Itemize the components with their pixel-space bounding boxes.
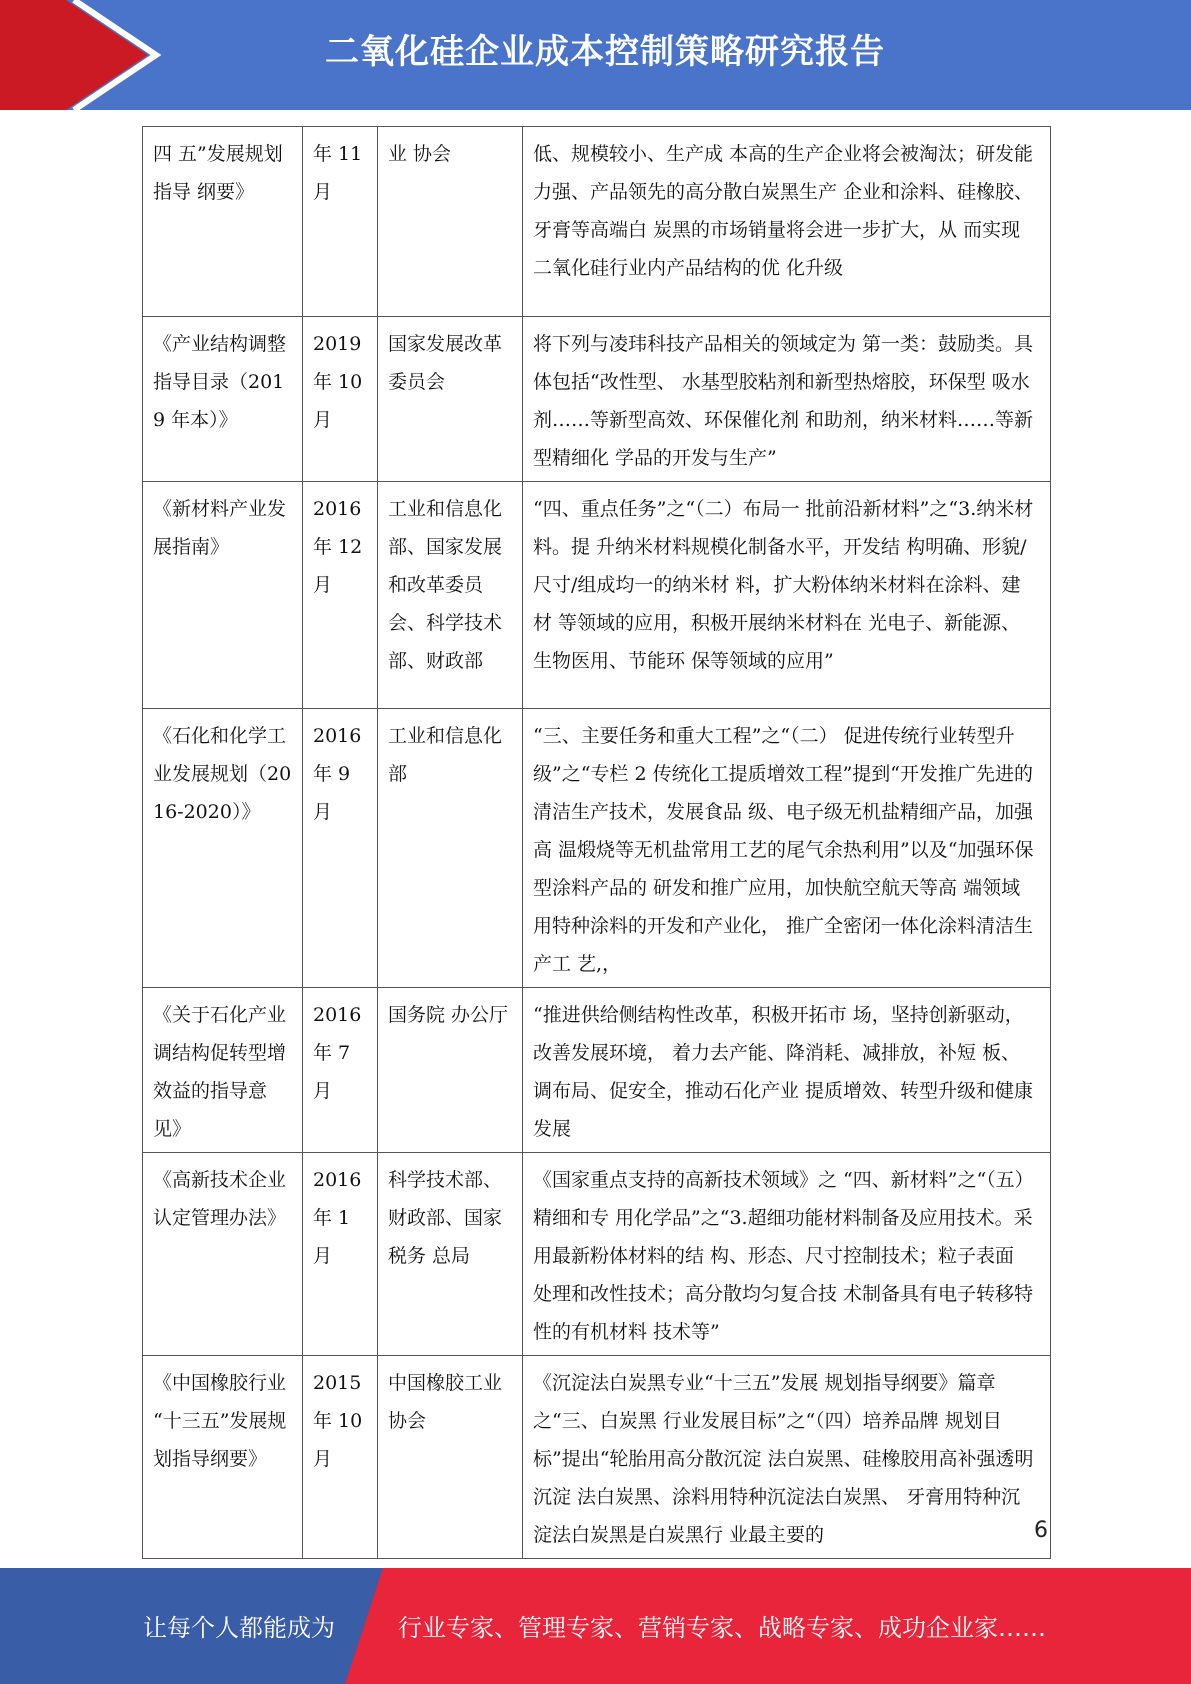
- policy-date-cell: 2016 年 12 月: [303, 482, 378, 709]
- policy-name-cell: 《高新技术企业 认定管理办法》: [143, 1153, 303, 1356]
- policy-name-cell: 《新材料产业发 展指南》: [143, 482, 303, 709]
- policy-issuer-cell: 科学技术部、 财政部、国家 税务 总局: [378, 1153, 523, 1356]
- policy-name-cell: 《中国橡胶行业 “十三五”发展规划指导纲要》: [143, 1356, 303, 1559]
- table-row: [143, 1153, 1051, 1356]
- policy-content-cell: 《沉淀法白炭黑专业“十三五”发展 规划指导纲要》篇章之“三、白炭黑 行业发展目标”之“（四）培养品牌 规划目标”提出“轮胎用高分散沉淀 法白炭黑、硅橡胶用高补强透明沉淀 法白炭黑、涂料用特种沉淀法白炭黑、 牙膏用特种沉淀法白炭黑是白炭黑行 业最主要的: [523, 1356, 1051, 1559]
- policy-name-cell: 《石化和化学工 业发展规划（2016-2020）》: [143, 709, 303, 988]
- policy-issuer-cell: 工业和信息化 部、国家发展 和改革委员 会、科学技术 部、财政部: [378, 482, 523, 709]
- policy-content-cell: “推进供给侧结构性改革，积极开拓市 场，坚持创新驱动，改善发展环境， 着力去产能、降消耗、减排放，补短 板、调布局、促安全，推动石化产业 提质增效、转型升级和健康发展: [523, 988, 1051, 1153]
- policy-name-cell: 《关于石化产业 调结构促转型增 效益的指导意见》: [143, 988, 303, 1153]
- footer-slogan-left: 让每个人都能成为: [143, 1614, 335, 1642]
- table-row: [143, 127, 1051, 317]
- policy-date-cell: 2016 年 7 月: [303, 988, 378, 1153]
- table-row: [143, 482, 1051, 709]
- policy-content-cell: “三、主要任务和重大工程”之“（二） 促进传统行业转型升级”之“专栏 2 传统化工提质增效工程”提到“开发推广先进的清洁生产技术，发展食品 级、电子级无机盐精细产品，加强高 温煅烧等无机盐常用工艺的尾气余热利用”以及“加强环保型涂料产品的 研发和推广应用，加快航空航天等高 端领域用特种涂料的开发和产业化， 推广全密闭一体化涂料清洁生产工 艺,，: [523, 709, 1051, 988]
- policy-content-cell: 《国家重点支持的高新技术领域》之 “四、新材料”之“（五）精细和专 用化学品”之“3.超细功能材料制备及应用技术。采用最新粉体材料的结 构、形态、尺寸控制技术；粒子表面 处理和改性技术；高分散均匀复合技 术制备具有电子转移特性的有机材料 技术等”: [523, 1153, 1051, 1356]
- policy-date-cell: 2016 年 9 月: [303, 709, 378, 988]
- policy-issuer-cell: 国务院 办公厅: [378, 988, 523, 1153]
- policy-name-cell: 四 五”发展规划指导 纲要》: [143, 127, 303, 317]
- page-number: 6: [1034, 1518, 1048, 1543]
- policy-date-cell: 2019 年 10 月: [303, 317, 378, 482]
- table-row: [143, 317, 1051, 482]
- policy-issuer-cell: 业 协会: [378, 127, 523, 317]
- policy-table: [142, 126, 1051, 1559]
- policy-date-cell: 2015 年 10 月: [303, 1356, 378, 1559]
- policy-issuer-cell: 国家发展改革 委员会: [378, 317, 523, 482]
- policy-name-cell: 《产业结构调整 指导目录（2019 年本）》: [143, 317, 303, 482]
- policy-content-cell: 低、规模较小、生产成 本高的生产企业将会被淘汰；研发能 力强、产品领先的高分散白炭黑生产 企业和涂料、硅橡胶、牙膏等高端白 炭黑的市场销量将会进一步扩大，从 而实现二氧化硅行业内产品结构的优 化升级: [523, 127, 1051, 317]
- policy-issuer-cell: 中国橡胶工业 协会: [378, 1356, 523, 1559]
- header-banner: [0, 0, 1191, 110]
- table-row: [143, 1356, 1051, 1559]
- policy-content-cell: 将下列与凌玮科技产品相关的领域定为 第一类：鼓励类。具体包括“改性型、 水基型胶粘剂和新型热熔胶，环保型 吸水剂……等新型高效、环保催化剂 和助剂，纳米材料……等新型精细化 学品的开发与生产”: [523, 317, 1051, 482]
- footer-slogan-right: 行业专家、管理专家、营销专家、战略专家、成功企业家……: [398, 1614, 1046, 1642]
- footer-banner: [0, 1568, 1191, 1684]
- policy-content-cell: “四、重点任务”之“（二）布局一 批前沿新材料”之“3.纳米材料。提 升纳米材料规模化制备水平，开发结 构明确、形貌/尺寸/组成均一的纳米材 料，扩大粉体纳米材料在涂料、建材 等领域的应用，积极开展纳米材料在 光电子、新能源、生物医用、节能环 保等领域的应用”: [523, 482, 1051, 709]
- report-title: 二氧化硅企业成本控制策略研究报告: [325, 32, 885, 72]
- policy-date-cell: 年 11 月: [303, 127, 378, 317]
- table-row: [143, 988, 1051, 1153]
- table-row: [143, 709, 1051, 988]
- policy-date-cell: 2016 年 1 月: [303, 1153, 378, 1356]
- policy-issuer-cell: 工业和信息化 部: [378, 709, 523, 988]
